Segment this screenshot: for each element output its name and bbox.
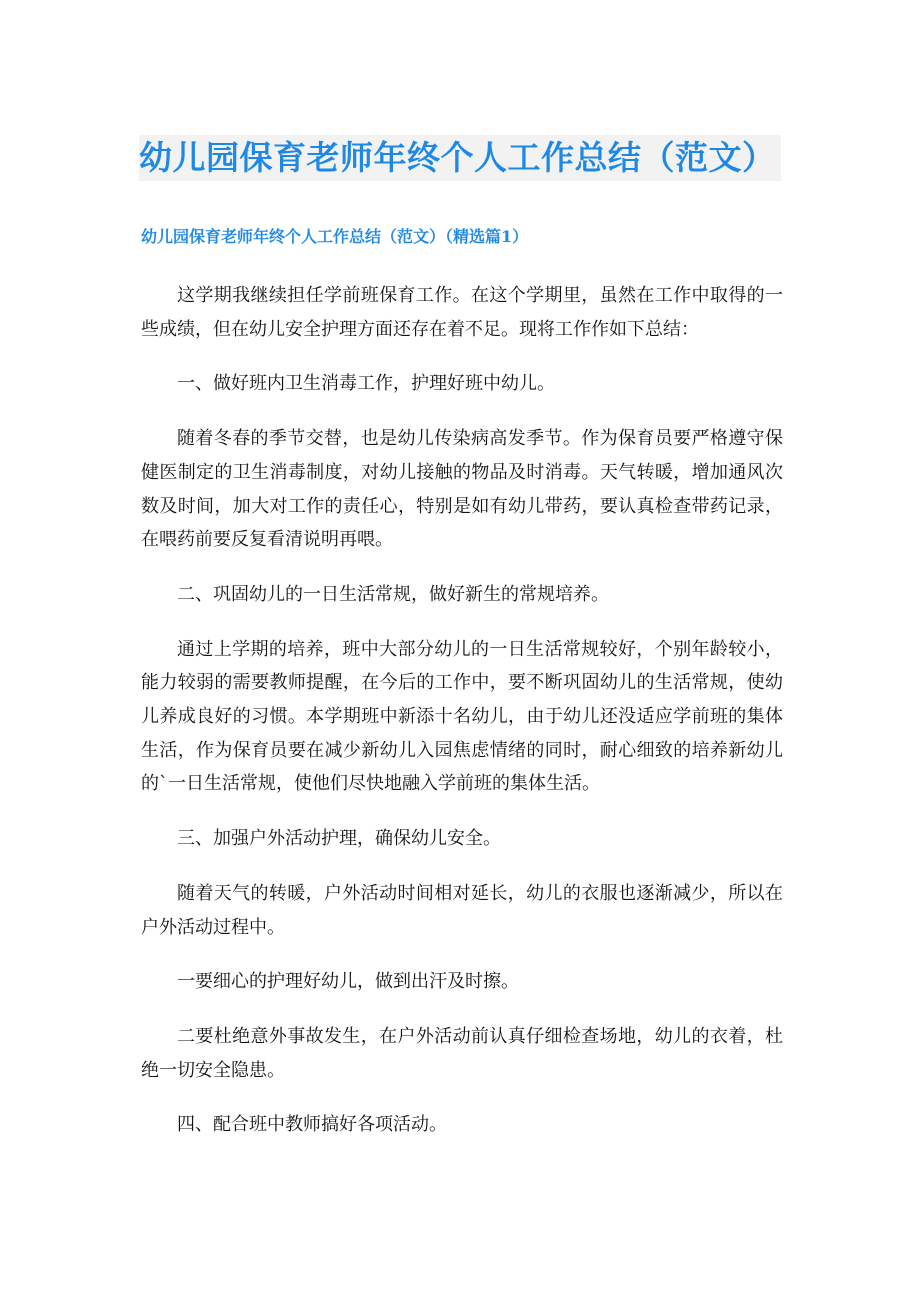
- point-heading-4: 四、配合班中教师搞好各项活动。: [177, 1114, 447, 1136]
- point-heading-2: 二、巩固幼儿的一日生活常规，做好新生的常规培养。: [177, 583, 609, 605]
- intro-paragraph: 这学期我继续担任学前班保育工作。在这个学期里，虽然在工作中取得的一些成绩，但在幼儿安全护理方面还存在着不足。现将工作作如下总结：: [141, 285, 783, 340]
- body-paragraph: 通过上学期的培养，班中大部分幼儿的一日生活常规较好，个别年龄较小，能力较弱的需要教师提醒，在今后的工作中，要不断巩固幼儿的生活常规，使幼儿养成良好的习惯。本学期班中新添十名幼儿，由于幼儿还没适应学前班的集体生活，作为保育员要在减少新幼儿入园焦虑情绪的同时，耐心细致的培养新幼儿的`一日生活常规，使他们尽快地融入学前班的集体生活。: [141, 638, 783, 795]
- body-paragraph: 随着天气的转暖，户外活动时间相对延长，幼儿的衣服也逐渐减少，所以在户外活动过程中。: [141, 882, 783, 938]
- body-paragraph: 一要细心的护理好幼儿，做到出汗及时擦。: [177, 971, 519, 993]
- body-paragraph: 二要杜绝意外事故发生，在户外活动前认真仔细检查场地，幼儿的衣着，杜绝一切安全隐患。: [141, 1025, 783, 1081]
- section-heading: 幼儿园保育老师年终个人工作总结（范文）（精选篇1）: [141, 227, 529, 246]
- document-body: [141, 279, 783, 1163]
- point-heading-3: 三、加强户外活动护理，确保幼儿安全。: [177, 828, 501, 850]
- point-heading-1: 一、做好班内卫生消毒工作，护理好班中幼儿。: [177, 373, 555, 395]
- document-title: 幼儿园保育老师年终个人工作总结（范文）: [139, 135, 781, 181]
- body-paragraph: 随着冬春的季节交替，也是幼儿传染病高发季节。作为保育员要严格遵守保健医制定的卫生消毒制度，对幼儿接触的物品及时消毒。天气转暖，增加通风次数及时间，加大对工作的责任心，特别是如有幼儿带药，要认真检查带药记录，在喂药前要反复看清说明再喂。: [141, 428, 783, 551]
